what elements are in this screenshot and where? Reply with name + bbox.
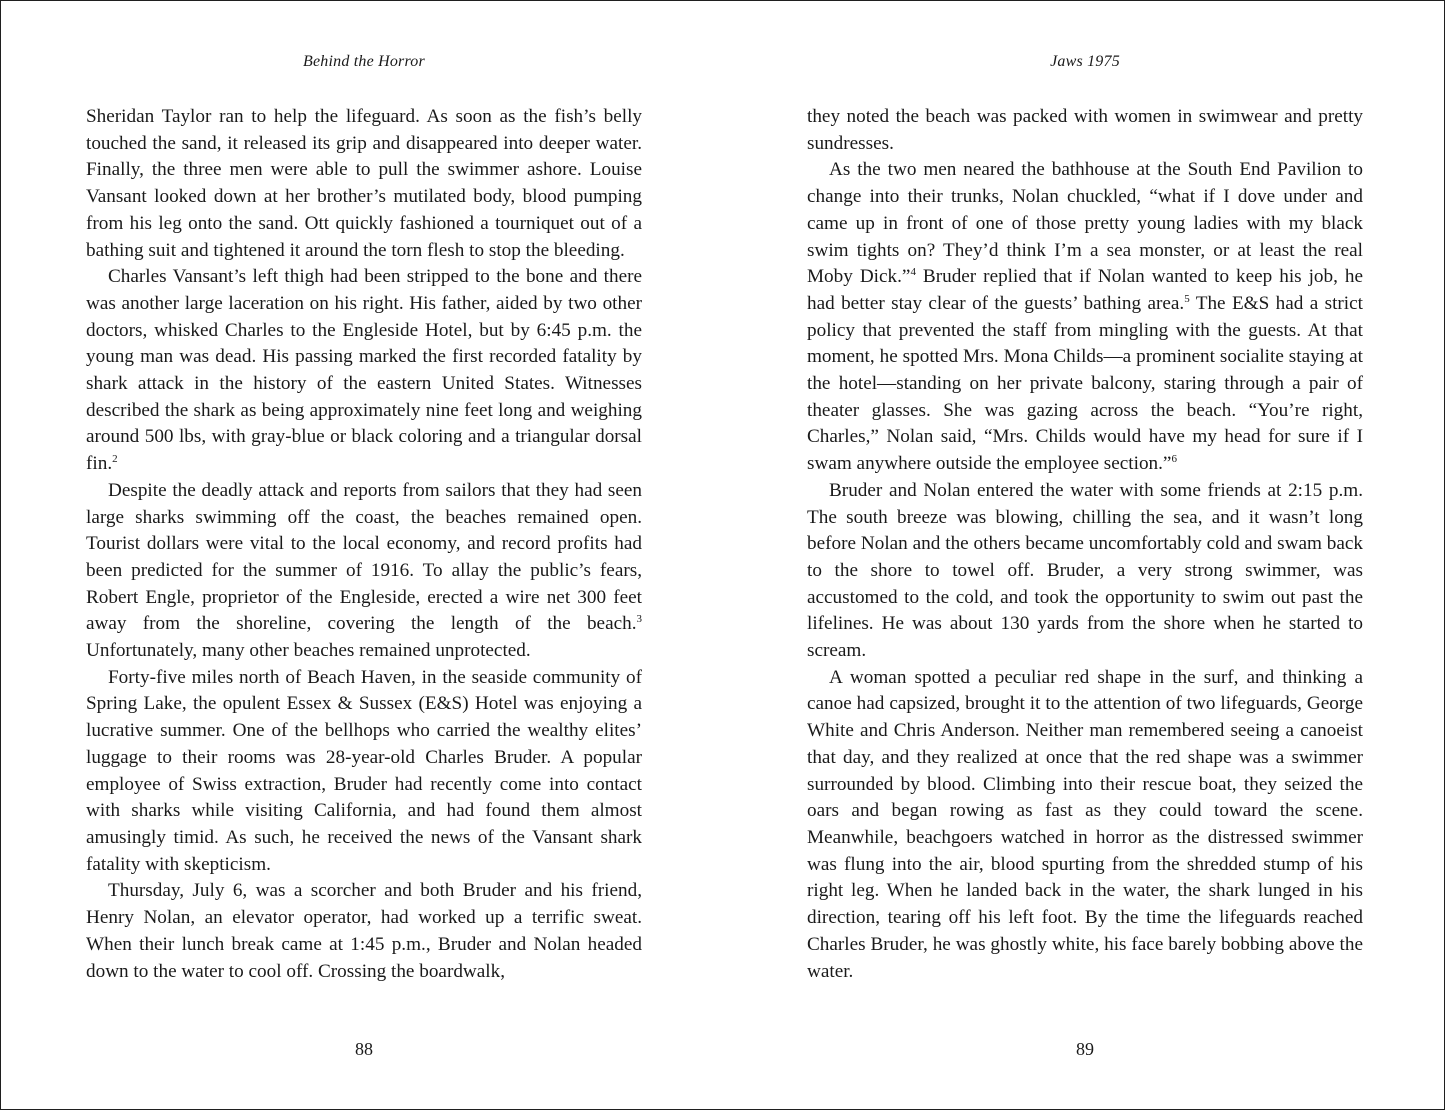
footnote-ref: 5	[1184, 293, 1190, 306]
left-page-body	[86, 104, 642, 985]
footnote-ref: 4	[910, 266, 916, 279]
running-head-left: Behind the Horror	[303, 53, 425, 70]
paragraph: Charles Vansant’s left thigh had been stripped to the bone and there was another large laceration on his right. His father, aided by two other doctors, whisked Charles to the Engleside Hotel, but by 6:45 p.m. the young man was dead. His passing marked the first recorded fatality by shark attack in the history of the eastern United States. Witnesses described the shark as being approximately nine feet long and weighing around 500 lbs, with gray-blue or black coloring and a triangular dorsal fin.$^2$	[86, 266, 642, 475]
page-number-left: 88	[355, 1039, 373, 1059]
footnote-ref: 6	[1171, 453, 1177, 466]
paragraph: As the two men neared the bathhouse at the South End Pavilion to change into their trunks, Nolan chuckled, “what if I dove under and came up in front of one of those pretty young ladies with my black swim tights on? They’d think I’m a sea monster, or at least the real Moby Dick.”$^4$ Bruder replied that if Nolan wanted to keep his job, he had better stay clear of the guests’ bathing area.$^5$ The E&S had a strict policy that prevented the staff from mingling with the guests. At that moment, he spotted Mrs. Mona Childs—a prominent socialite staying at the hotel—standing on her private balcony, staring through a pair of theater glasses. She was gazing across the beach. “You’re right, Charles,” Nolan said, “Mrs. Childs would have my head for sure if I swam anywhere outside the employee section.”$^6$	[807, 159, 1363, 475]
right-page	[807, 1, 1363, 1111]
page-number-right: 89	[1076, 1039, 1094, 1059]
left-page	[86, 1, 642, 1111]
right-page-body	[807, 104, 1363, 985]
paragraph: Thursday, July 6, was a scorcher and both Bruder and his friend, Henry Nolan, an elevator operator, had worked up a terrific sweat. When their lunch break came at 1:45 p.m., Bruder and Nolan headed down to the water to cool off. Crossing the boardwalk,	[86, 880, 642, 982]
paragraph: they noted the beach was packed with women in swimwear and pretty sundresses.	[807, 106, 1363, 154]
paragraph: Bruder and Nolan entered the water with some friends at 2:15 p.m. The south breeze was blowing, chilling the sea, and it wasn’t long before Nolan and the others became uncomfortably cold and swam back to the shore to towel off. Bruder, a very strong swimmer, was accustomed to the cold, and took the opportunity to swim out past the lifelines. He was about 130 yards from the shore when he started to scream.	[807, 479, 1363, 662]
paragraph: Sheridan Taylor ran to help the lifeguard. As soon as the fish’s belly touched the sand, it released its grip and disappeared into deeper water. Finally, the three men were able to pull the swimmer ashore. Louise Vansant looked down at her brother’s mutilated body, blood pumping from his leg onto the sand. Ott quickly fashioned a tourniquet out of a bathing suit and tightened it around the torn flesh to stop the bleeding.	[86, 106, 642, 261]
paragraph: Forty-five miles north of Beach Haven, in the seaside community of Spring Lake, the opulent Essex & Sussex (E&S) Hotel was enjoying a lucrative summer. One of the bellhops who carried the wealthy elites’ luggage to their rooms was 28-year-old Charles Bruder. A popular employee of Swiss extraction, Bruder had recently come into contact with sharks while visiting California, and had found them almost amusingly timid. As such, he received the news of the Vansant shark fatality with skepticism.	[86, 666, 642, 875]
running-head-right: Jaws 1975	[1050, 53, 1120, 70]
paragraph: A woman spotted a peculiar red shape in the surf, and thinking a canoe had capsized, brought it to the attention of two lifeguards, George White and Chris Anderson. Neither man remembered seeing a canoeist that day, and they realized at once that the red shape was a swimmer surrounded by blood. Climbing into their rescue boat, they seized the oars and began rowing as fast as they could toward the scene. Meanwhile, beachgoers watched in horror as the distressed swimmer was flung into the air, blood spurting from the shredded stump of his right leg. When he landed back in the water, the shark lunged in his direction, tearing off his left foot. By the time the lifeguards reached Charles Bruder, he was ghostly white, his face barely bobbing above the water.	[807, 666, 1363, 982]
paragraph: Despite the deadly attack and reports from sailors that they had seen large sharks swimming off the coast, the beaches remained open. Tourist dollars were vital to the local economy, and record profits had been predicted for the summer of 1916. To allay the public’s fears, Robert Engle, proprietor of the Engleside, erected a wire net 300 feet away from the shoreline, covering the length of the beach.$^3$ Unfortunately, many other beaches remained unprotected.	[86, 479, 642, 662]
footnote-ref: 3	[636, 613, 642, 626]
footnote-ref: 2	[112, 453, 118, 466]
